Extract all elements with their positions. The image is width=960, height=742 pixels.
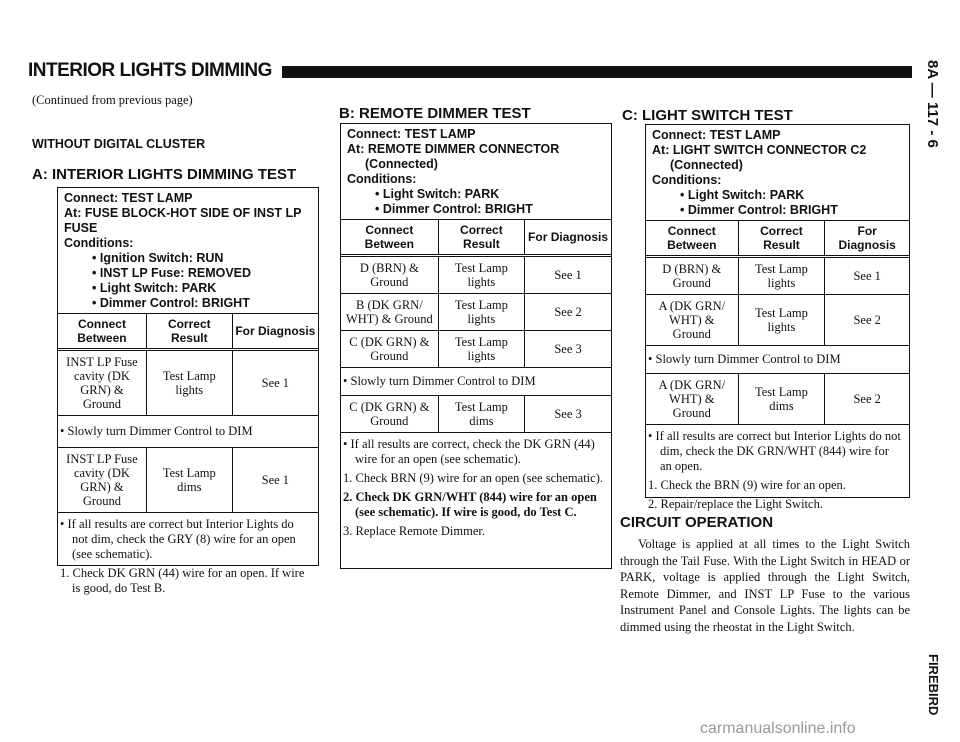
cell-diagnosis: See 3 <box>525 331 611 368</box>
cell-result: Test Lamp lights <box>738 295 825 346</box>
section-a-table-1 <box>58 313 318 416</box>
col-header-connect: Connect Between <box>646 221 738 257</box>
conditions-label: Conditions: <box>347 172 417 186</box>
watermark: carmanualsonline.info <box>700 720 856 737</box>
without-cluster-heading: WITHOUT DIGITAL CLUSTER <box>32 137 206 151</box>
connect-line: Connect: TEST LAMP <box>652 128 781 142</box>
cell-diagnosis: See 1 <box>232 448 318 513</box>
col-header-result: Correct Result <box>146 314 232 350</box>
note-results: • If all results are correct, check the DK GRN (44) wire for an open (see schematic). <box>343 437 595 466</box>
table-row <box>646 257 909 295</box>
step-1: 1. Check BRN (9) wire for an open (see schematic). <box>343 471 603 485</box>
col-header-connect: Connect Between <box>58 314 146 350</box>
section-b-table-1 <box>341 219 611 368</box>
table-row <box>646 295 909 346</box>
cell-connect: C (DK GRN) & Ground <box>341 331 438 368</box>
note-dim: • Slowly turn Dimmer Control to DIM <box>60 424 253 438</box>
cell-connect: INST LP Fuse cavity (DK GRN) & Ground <box>58 448 146 513</box>
circuit-operation-title: CIRCUIT OPERATION <box>620 514 774 531</box>
condition-item: • Dimmer Control: BRIGHT <box>92 296 250 310</box>
cell-result: Test Lamp dims <box>146 448 232 513</box>
cell-diagnosis: See 2 <box>825 295 909 346</box>
step-1: 1. Check the BRN (9) wire for an open. <box>648 478 846 492</box>
col-header-diagnosis: For Diagnosis <box>825 221 909 257</box>
col-header-result: Correct Result <box>438 220 524 256</box>
page-title: INTERIOR LIGHTS DIMMING <box>28 60 272 81</box>
at-line: At: FUSE BLOCK-HOT SIDE OF INST LP FUSE <box>64 206 302 235</box>
section-c-table-1 <box>646 220 909 346</box>
condition-item: • Light Switch: PARK <box>92 281 217 295</box>
section-b-header <box>341 124 611 219</box>
at-line: At: REMOTE DIMMER CONNECTOR <box>347 142 560 156</box>
condition-item: • Light Switch: PARK <box>375 187 500 201</box>
cell-connect: C (DK GRN) & Ground <box>341 396 438 433</box>
condition-item: • Ignition Switch: RUN <box>92 251 224 265</box>
table-row <box>341 331 611 368</box>
note-dim: • Slowly turn Dimmer Control to DIM <box>648 352 841 366</box>
cell-result: Test Lamp dims <box>438 396 524 433</box>
circuit-operation-body: Voltage is applied at all times to the Light Switch through the Tail Fuse. With the Light Switch in HEAD or PARK, voltage is applied through the Light Switch, Remote Dimmer, and INST LP Fuse to the various Instrument Panel and Console Lights. The lights can be dimmed using the rheostat in the Light Switch. <box>620 537 910 634</box>
cell-result: Test Lamp lights <box>146 350 232 416</box>
section-c-table-2 <box>646 373 909 425</box>
condition-item: • Dimmer Control: BRIGHT <box>680 203 838 217</box>
table-row <box>341 396 611 433</box>
note-results: • If all results are correct but Interior Lights do not dim, check the DK GRN/WHT (844) wire for an open. <box>648 429 901 473</box>
table-row <box>341 294 611 331</box>
step-2: 2. Check DK GRN/WHT (844) wire for an open (see schematic). If wire is good, do Test C. <box>343 490 597 519</box>
connect-line: Connect: TEST LAMP <box>347 127 476 141</box>
col-header-connect: Connect Between <box>341 220 438 256</box>
cell-result: Test Lamp lights <box>438 256 524 294</box>
cell-diagnosis: See 2 <box>525 294 611 331</box>
condition-item: • Light Switch: PARK <box>680 188 805 202</box>
cell-connect: INST LP Fuse cavity (DK GRN) & Ground <box>58 350 146 416</box>
col-header-diagnosis: For Diagnosis <box>525 220 611 256</box>
section-a-box <box>57 187 319 595</box>
cell-connect: B (DK GRN/ WHT) & Ground <box>341 294 438 331</box>
cell-result: Test Lamp lights <box>738 257 825 295</box>
cell-result: Test Lamp lights <box>438 294 524 331</box>
condition-item: • INST LP Fuse: REMOVED <box>92 266 252 280</box>
model-label: FIREBIRD <box>926 654 941 716</box>
section-b-table-2 <box>341 395 611 433</box>
cell-connect: A (DK GRN/ WHT) & Ground <box>646 295 738 346</box>
cell-diagnosis: See 1 <box>525 256 611 294</box>
section-c-header <box>646 125 909 220</box>
col-header-diagnosis: For Diagnosis <box>232 314 318 350</box>
condition-item: • Dimmer Control: BRIGHT <box>375 202 533 216</box>
cell-diagnosis: See 3 <box>525 396 611 433</box>
at-line-connected: (Connected) <box>670 158 743 172</box>
section-c-title: C: LIGHT SWITCH TEST <box>622 107 793 124</box>
cell-diagnosis: See 2 <box>825 374 909 425</box>
section-c-box <box>645 124 910 511</box>
table-row <box>646 374 909 425</box>
connect-line: Connect: TEST LAMP <box>64 191 193 205</box>
section-a-title: A: INTERIOR LIGHTS DIMMING TEST <box>32 166 297 183</box>
cell-result: Test Lamp dims <box>738 374 825 425</box>
section-a-header <box>58 188 318 313</box>
step-3: 3. Replace Remote Dimmer. <box>343 524 485 538</box>
cell-connect: A (DK GRN/ WHT) & Ground <box>646 374 738 425</box>
cell-connect: D (BRN) & Ground <box>646 257 738 295</box>
note-results: • If all results are correct but Interior Lights do not dim, check the GRY (8) wire for an open (see schematic). <box>60 517 296 561</box>
page-number-label: 8A — 117 - 6 <box>924 60 941 148</box>
at-line-connected: (Connected) <box>365 157 438 171</box>
continued-note: (Continued from previous page) <box>32 93 193 107</box>
conditions-label: Conditions: <box>64 236 134 250</box>
cell-diagnosis: See 1 <box>825 257 909 295</box>
table-row <box>58 448 318 513</box>
table-row <box>341 256 611 294</box>
table-row <box>58 350 318 416</box>
cell-result: Test Lamp lights <box>438 331 524 368</box>
section-b-box <box>340 123 612 569</box>
col-header-result: Correct Result <box>738 221 825 257</box>
section-b-title: B: REMOTE DIMMER TEST <box>339 105 531 122</box>
title-rule <box>282 66 912 78</box>
note-dim: • Slowly turn Dimmer Control to DIM <box>343 374 536 388</box>
cell-connect: D (BRN) & Ground <box>341 256 438 294</box>
cell-diagnosis: See 1 <box>232 350 318 416</box>
step-2: 2. Repair/replace the Light Switch. <box>648 497 823 511</box>
section-a-table-2 <box>58 447 318 513</box>
step-1: 1. Check DK GRN (44) wire for an open. If wire is good, do Test B. <box>60 566 305 595</box>
at-line: At: LIGHT SWITCH CONNECTOR C2 <box>652 143 867 157</box>
conditions-label: Conditions: <box>652 173 722 187</box>
